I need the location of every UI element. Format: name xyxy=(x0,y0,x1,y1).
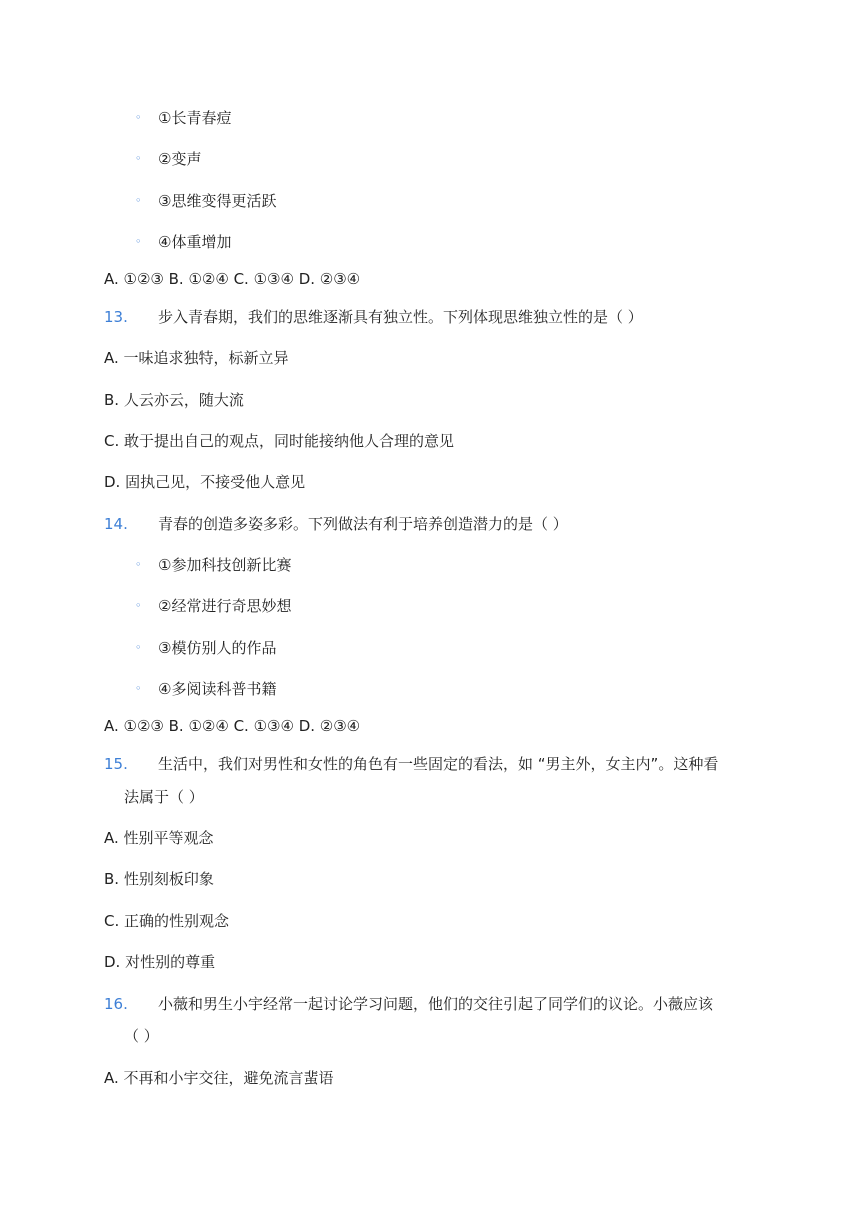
list-item: ③思维变得更活跃 xyxy=(158,192,277,210)
question-text: 步入青春期，我们的思维逐渐具有独立性。下列体现思维独立性的是（ ） xyxy=(158,308,643,326)
option-b: B. 性别刻板印象 xyxy=(104,870,214,888)
question-text: 青春的创造多姿多彩。下列做法有利于培养创造潜力的是（ ） xyxy=(158,515,568,533)
option-d: D. 对性别的尊重 xyxy=(104,953,216,971)
option-c: C. 敢于提出自己的观点，同时能接纳他人合理的意见 xyxy=(104,432,455,450)
answer-options: A. ①②③ B. ①②④ C. ①③④ D. ②③④ xyxy=(104,270,361,288)
list-item: ①长青春痘 xyxy=(158,109,232,127)
question-text-continued: （ ） xyxy=(124,1027,159,1045)
option-a: A. 一味追求独特，标新立异 xyxy=(104,349,289,367)
list-item: ④体重增加 xyxy=(158,233,232,251)
question-number: 13. xyxy=(104,308,128,326)
question-number: 15. xyxy=(104,755,128,773)
list-item: ③模仿别人的作品 xyxy=(158,639,277,657)
option-b: B. 人云亦云，随大流 xyxy=(104,391,244,409)
list-item: ②变声 xyxy=(158,150,202,168)
bullet-icon: ◦ xyxy=(135,682,142,695)
option-c: C. 正确的性别观念 xyxy=(104,912,230,930)
question-text: 小薇和男生小宇经常一起讨论学习问题，他们的交往引起了同学们的议论。小薇应该 xyxy=(158,995,714,1013)
bullet-icon: ◦ xyxy=(135,235,142,248)
question-number: 16. xyxy=(104,995,128,1013)
list-item: ①参加科技创新比赛 xyxy=(158,556,292,574)
bullet-icon: ◦ xyxy=(135,641,142,654)
question-text: 生活中，我们对男性和女性的角色有一些固定的看法，如 “男主外，女主内”。这种看 xyxy=(158,755,719,773)
option-a: A. 不再和小宇交往，避免流言蜚语 xyxy=(104,1069,334,1087)
question-text-continued: 法属于（ ） xyxy=(124,788,204,806)
list-item: ②经常进行奇思妙想 xyxy=(158,597,292,615)
bullet-icon: ◦ xyxy=(135,194,142,207)
bullet-icon: ◦ xyxy=(135,152,142,165)
option-d: D. 固执己见，不接受他人意见 xyxy=(104,473,306,491)
option-a: A. 性别平等观念 xyxy=(104,829,214,847)
answer-options: A. ①②③ B. ①②④ C. ①③④ D. ②③④ xyxy=(104,717,361,735)
bullet-icon: ◦ xyxy=(135,111,142,124)
bullet-icon: ◦ xyxy=(135,599,142,612)
question-number: 14. xyxy=(104,515,128,533)
list-item: ④多阅读科普书籍 xyxy=(158,680,277,698)
bullet-icon: ◦ xyxy=(135,558,142,571)
